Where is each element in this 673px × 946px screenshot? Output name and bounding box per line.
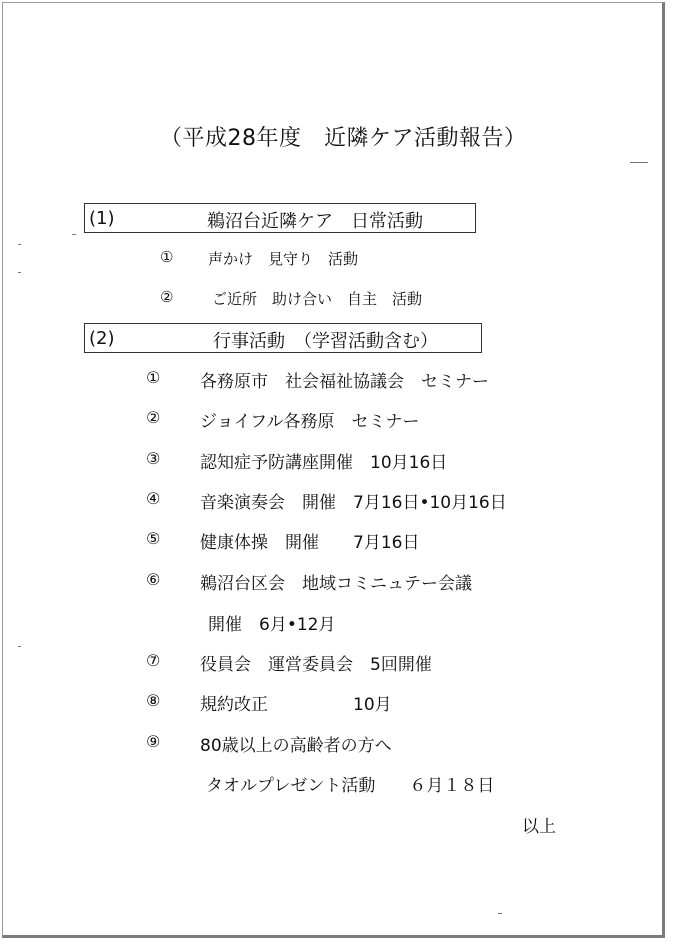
scan-speck (72, 234, 76, 235)
scan-speck (630, 162, 648, 163)
section-2-item-2-text: ジョイフル各務原 セミナー (200, 412, 420, 432)
section-1-title: 鵜沼台近隣ケア 日常活動 (207, 211, 423, 232)
section-2-title: 行事活動 （学習活動含む） (213, 331, 438, 352)
section-1-header (84, 203, 476, 233)
section-2-item-7-marker: ⑦ (146, 651, 161, 670)
scan-speck (18, 646, 21, 647)
section-1-item-2-marker: ② (160, 288, 174, 306)
section-2-item-2-marker: ② (146, 408, 161, 427)
section-2-item-4-marker: ④ (146, 489, 161, 508)
section-2-item-4-text: 音楽演奏会 開催 7月16日•10月16日 (200, 493, 507, 513)
section-2-item-3-text: 認知症予防講座開催 10月16日 (200, 453, 448, 473)
section-2-header (84, 323, 482, 353)
section-2-item-6-marker: ⑥ (146, 570, 161, 589)
page-title: （平成28年度 近隣ケア活動報告） (160, 126, 527, 151)
section-2-item-9-continuation: タオルプレゼント活動 ６月１８日 (206, 776, 495, 796)
section-2-item-9-marker: ⑨ (146, 732, 161, 751)
section-2-item-3-marker: ③ (146, 449, 161, 468)
section-2-item-8-text: 規約改正 10月 (200, 695, 392, 715)
section-2-item-5-text: 健康体操 開催 7月16日 (200, 533, 420, 553)
scan-speck (498, 913, 502, 914)
closing-text: 以上 (522, 817, 556, 837)
section-2-number: (2) (89, 328, 115, 349)
section-2-item-5-marker: ⑤ (146, 529, 161, 548)
section-2-item-6-continuation: 開催 6月•12月 (208, 615, 336, 635)
section-2-item-1-marker: ① (146, 368, 161, 387)
section-2-item-7-text: 役員会 運営委員会 5回開催 (200, 655, 432, 675)
section-2-item-1-text: 各務原市 社会福祉協議会 セミナー (200, 372, 489, 392)
section-2-item-6-text: 鵜沼台区会 地域コミニュテー会議 (200, 574, 472, 594)
section-2-item-9-text: 80歳以上の高齢者の方へ (200, 736, 392, 756)
section-1-number: (1) (89, 208, 115, 229)
section-1-item-1-text: 声かけ 見守り 活動 (208, 250, 359, 268)
section-1-item-2-text: ご近所 助け合い 自主 活動 (212, 290, 423, 308)
scan-speck (18, 272, 21, 273)
section-1-item-1-marker: ① (160, 248, 174, 266)
scan-speck (18, 244, 21, 245)
section-2-item-8-marker: ⑧ (146, 691, 161, 710)
